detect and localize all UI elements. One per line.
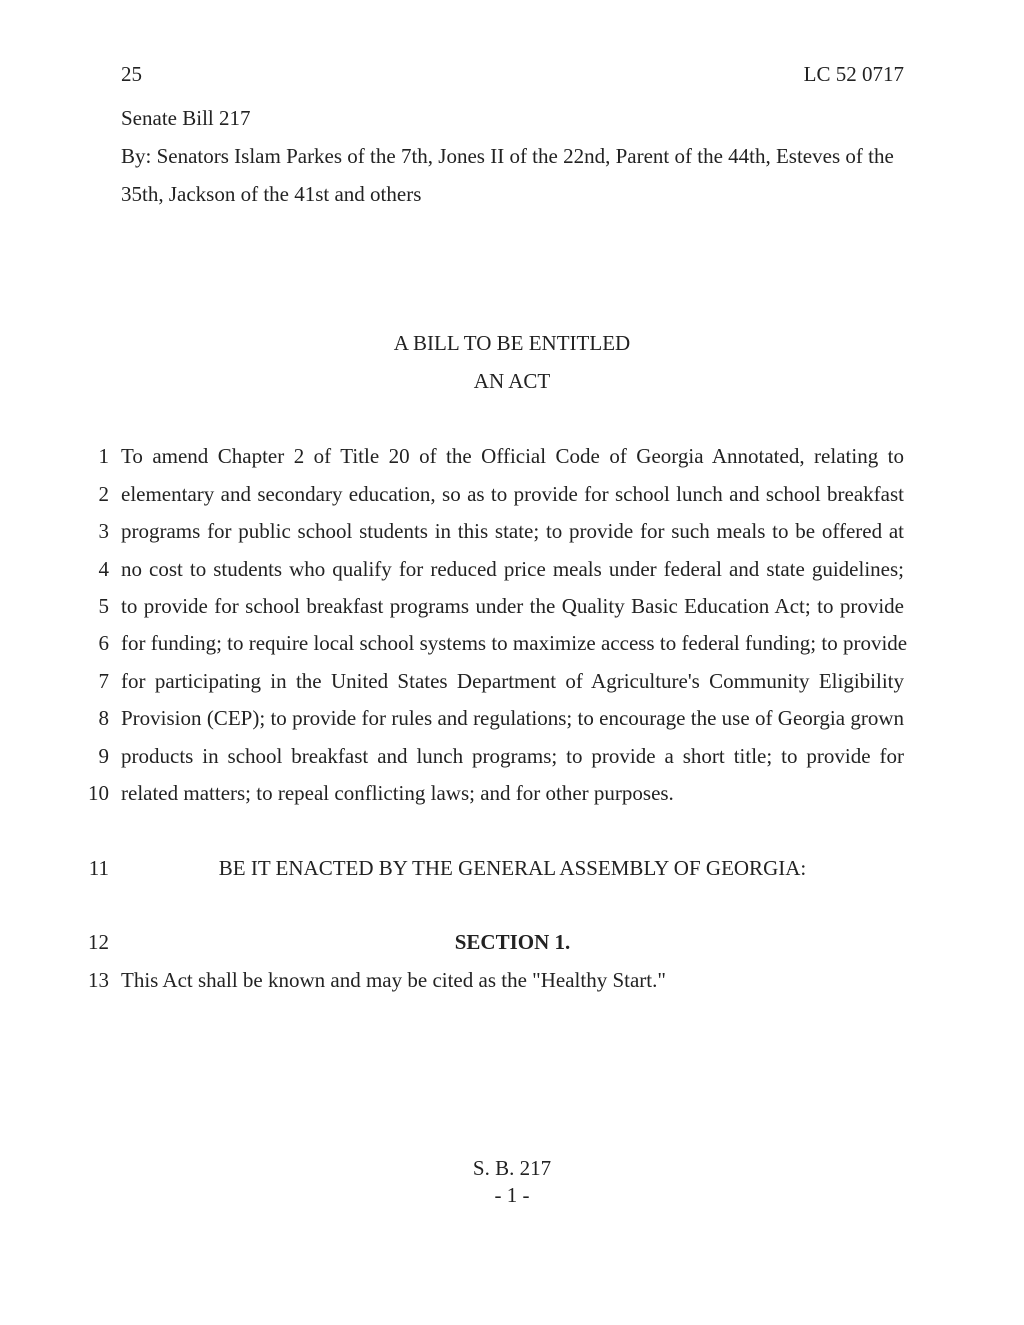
line-text: elementary and secondary education, so as to provide for school lunch and school breakfast <box>121 482 904 506</box>
line-number: 8 <box>98 706 109 730</box>
numbered-line <box>0 669 1024 699</box>
line-number: 4 <box>98 557 109 581</box>
line-number: 6 <box>98 631 109 655</box>
act-title: AN ACT <box>473 369 551 393</box>
numbered-line <box>0 594 1024 624</box>
numbered-line <box>0 968 1024 998</box>
numbered-line <box>0 557 1024 587</box>
line-number: 13 <box>88 968 109 992</box>
numbered-line <box>0 744 1024 774</box>
numbered-line <box>0 706 1024 736</box>
line-number: 12 <box>88 930 109 954</box>
footer-page-number: - 1 - <box>494 1183 530 1207</box>
numbered-line <box>0 482 1024 512</box>
numbered-line <box>0 444 1024 474</box>
line-number: 3 <box>98 519 109 543</box>
line-text: for participating in the United States Department of Agriculture's Community Eligibility <box>121 669 904 693</box>
sponsors-line: By: Senators Islam Parkes of the 7th, Jones II of the 22nd, Parent of the 44th, Esteves of the <box>121 144 894 168</box>
numbered-line <box>0 519 1024 549</box>
line-number: 1 <box>98 444 109 468</box>
line-text: programs for public school students in this state; to provide for such meals to be offered at <box>121 519 904 543</box>
sponsors-line: 35th, Jackson of the 41st and others <box>121 182 422 206</box>
line-text: to provide for school breakfast programs under the Quality Basic Education Act; to provide <box>121 594 904 618</box>
page-code: 25 <box>121 62 142 86</box>
line-text: products in school breakfast and lunch programs; to provide a short title; to provide for <box>121 744 904 768</box>
line-text: To amend Chapter 2 of Title 20 of the Official Code of Georgia Annotated, relating to <box>121 444 904 468</box>
line-number: 11 <box>88 856 109 880</box>
numbered-line <box>0 856 1024 886</box>
line-number: 5 <box>98 594 109 618</box>
bill-title: A BILL TO BE ENTITLED <box>393 331 631 355</box>
line-text: no cost to students who qualify for reduced price meals under federal and state guidelines; <box>121 557 904 581</box>
line-text: This Act shall be known and may be cited as the "Healthy Start." <box>121 968 666 992</box>
line-text: for funding; to require local school systems to maximize access to federal funding; to provide <box>121 631 908 655</box>
line-number: 9 <box>98 744 109 768</box>
section-heading: SECTION 1. <box>454 930 571 954</box>
line-number: 7 <box>98 669 109 693</box>
line-number: 10 <box>88 781 109 805</box>
line-text: related matters; to repeal conflicting laws; and for other purposes. <box>121 781 674 805</box>
numbered-line <box>0 781 1024 811</box>
lc-code: LC 52 0717 <box>803 62 904 86</box>
enacting-clause: BE IT ENACTED BY THE GENERAL ASSEMBLY OF GEORGIA: <box>218 856 807 880</box>
numbered-line <box>0 930 1024 960</box>
numbered-line <box>0 631 1024 661</box>
bill-name: Senate Bill 217 <box>121 106 251 130</box>
footer-bill-ref: S. B. 217 <box>472 1156 552 1180</box>
line-number: 2 <box>98 482 109 506</box>
line-text: Provision (CEP); to provide for rules and regulations; to encourage the use of Georgia grown <box>121 706 904 730</box>
